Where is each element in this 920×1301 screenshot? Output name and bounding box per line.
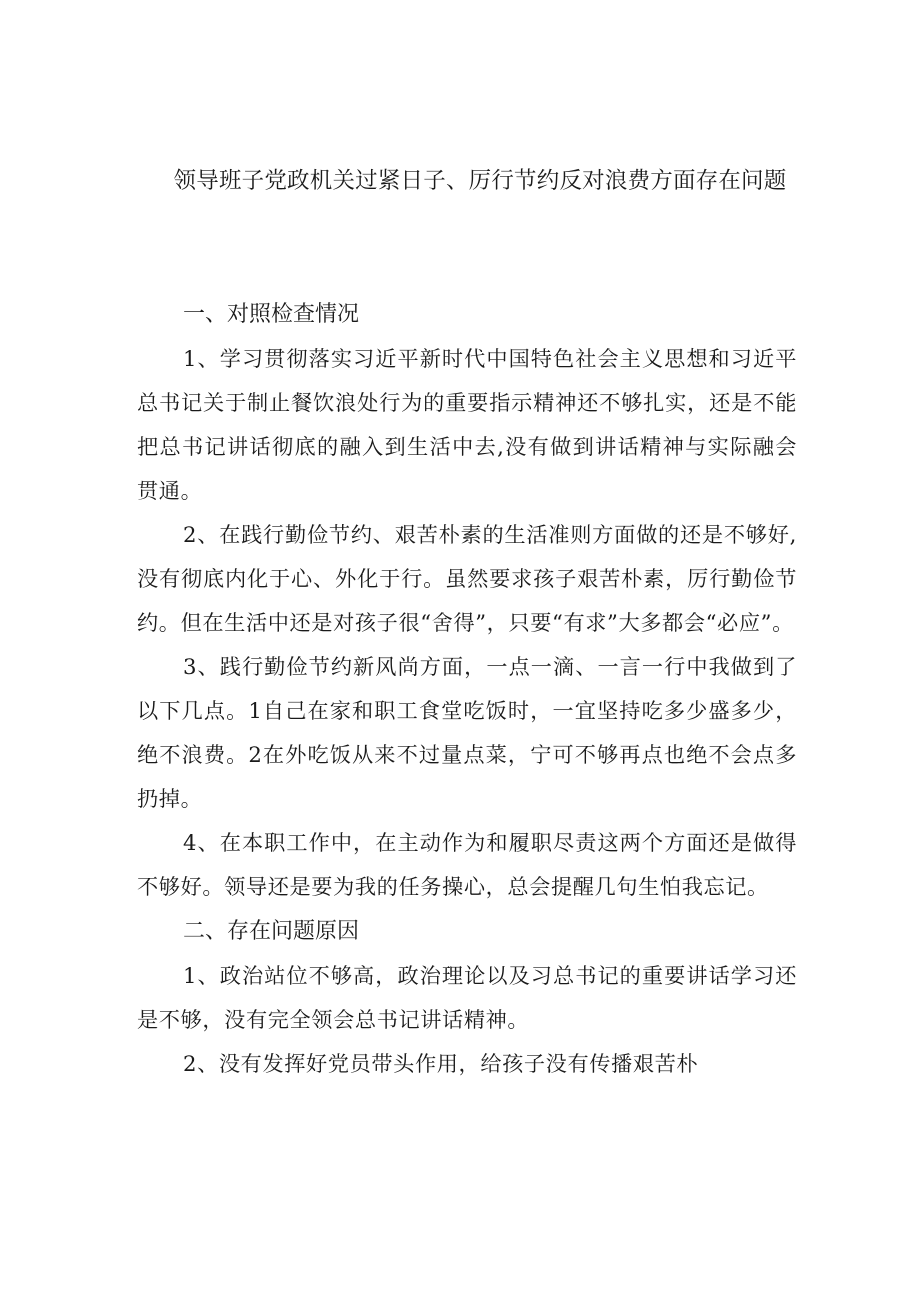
paragraph: 4、在本职工作中，在主动作为和履职尽责这两个方面还是做得不够好。领导还是要为我的任务操心，总会提醒几句生怕我忘记。 — [137, 830, 797, 899]
paragraph: 2、没有发挥好党员带头作用，给孩子没有传播艰苦朴 — [183, 1051, 699, 1076]
paragraph: 1、政治站位不够高，政治理论以及习总书记的重要讲话学习还是不够，没有完全领会总书记讲话精神。 — [137, 963, 797, 1032]
document-title: 领导班子党政机关过紧日子、厉行节约反对浪费方面存在问题 — [173, 168, 787, 194]
document-body — [137, 293, 797, 1086]
paragraph: 3、践行勤俭节约新风尚方面，一点一滴、一言一行中我做到了以下几点。1自己在家和职工食堂吃饭时，一宜坚持吃多少盛多少，绝不浪费。2在外吃饭从来不过量点菜，宁可不够再点也绝不会点多扔掉。 — [137, 654, 797, 811]
paragraph: 2、在践行勤俭节约、艰苦朴素的生活准则方面做的还是不够好,没有彻底内化于心、外化于行。虽然要求孩子艰苦朴素，厉行勤俭节约。但在生活中还是对孩子很“舍得”，只要“有求”大多都会“必应”。 — [137, 522, 797, 635]
paragraph: 1、学习贯彻落实习近平新时代中国特色社会主义思想和习近平总书记关于制止餐饮浪处行为的重要指示精神还不够扎实，还是不能把总书记讲话彻底的融入到生活中去,没有做到讲话精神与实际融会贯通。 — [137, 346, 797, 503]
section-heading-2: 二、存在问题原因 — [183, 919, 360, 944]
section-heading-1: 一、对照检查情况 — [183, 302, 360, 327]
